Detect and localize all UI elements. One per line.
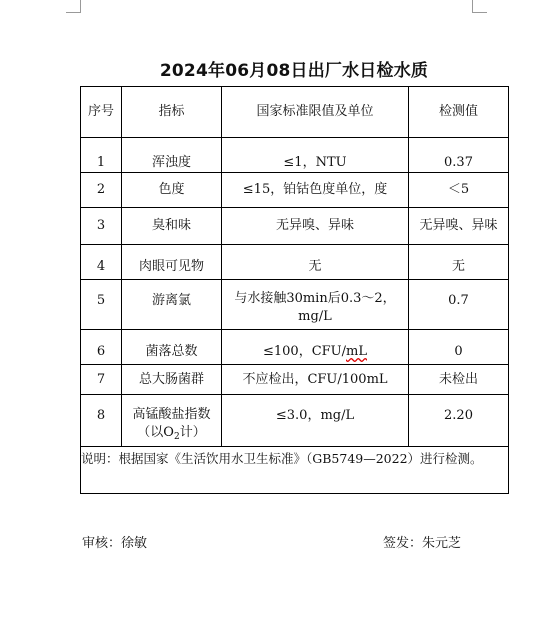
note-row bbox=[81, 447, 509, 494]
water-quality-table bbox=[80, 86, 509, 494]
row-limit: ≤3.0，mg/L bbox=[222, 395, 409, 447]
row-value: 0 bbox=[409, 330, 509, 365]
row-item: 肉眼可见物 bbox=[122, 245, 222, 280]
table-row bbox=[81, 173, 509, 208]
table-row bbox=[81, 208, 509, 245]
header-cell-value: 检测值 bbox=[409, 87, 509, 138]
row-no: 7 bbox=[81, 365, 122, 395]
header-cell-item: 指标 bbox=[122, 87, 222, 138]
row-no: 3 bbox=[81, 208, 122, 245]
row-limit: 与水接触30min后0.3～2，mg/L bbox=[222, 280, 409, 330]
header-cell-limit: 国家标准限值及单位 bbox=[222, 87, 409, 138]
table-row bbox=[81, 330, 509, 365]
row-no: 2 bbox=[81, 173, 122, 208]
row-value: 无异嗅、异味 bbox=[409, 208, 509, 245]
table-row bbox=[81, 365, 509, 395]
report-title: 2024年06月08日出厂水日检水质 bbox=[159, 61, 429, 81]
row-item: 总大肠菌群 bbox=[122, 365, 222, 395]
row-limit: 不应检出，CFU/100mL bbox=[222, 365, 409, 395]
table-row bbox=[81, 138, 509, 173]
header-cell-no: 序号 bbox=[81, 87, 122, 138]
row-item-line1: 高锰酸盐指数 bbox=[132, 407, 211, 422]
row-limit: 无 bbox=[222, 245, 409, 280]
row-no: 8 bbox=[81, 395, 122, 447]
issuer-signature: 签发：朱元芝 bbox=[383, 536, 462, 551]
row-limit: 无异嗅、异味 bbox=[222, 208, 409, 245]
row-item: 浑浊度 bbox=[122, 138, 222, 173]
row-item-line2: （以$O_2$计） bbox=[137, 425, 206, 442]
limit-unit-spellcheck: mL bbox=[346, 344, 367, 359]
row-limit: ≤15，铂钴色度单位，度 bbox=[222, 173, 409, 208]
table-header-row bbox=[81, 87, 509, 138]
row-value: 2.20 bbox=[409, 395, 509, 447]
row-item: 菌落总数 bbox=[122, 330, 222, 365]
table-row bbox=[81, 395, 509, 447]
row-no: 5 bbox=[81, 280, 122, 330]
row-item: 臭和味 bbox=[122, 208, 222, 245]
reviewer-signature: 审核：徐敏 bbox=[82, 536, 148, 551]
row-item bbox=[122, 395, 222, 447]
row-value: 无 bbox=[409, 245, 509, 280]
table-row bbox=[81, 280, 509, 330]
limit-prefix: ≤100，CFU/ bbox=[263, 344, 347, 359]
page-corner-mark-right bbox=[472, 0, 487, 13]
note-text: 说明：根据国家《生活饮用水卫生标准》（GB5749—2022）进行检测。 bbox=[81, 447, 509, 494]
row-no: 4 bbox=[81, 245, 122, 280]
row-limit: ≤1，NTU bbox=[222, 138, 409, 173]
row-no: 6 bbox=[81, 330, 122, 365]
row-item: 游离氯 bbox=[122, 280, 222, 330]
row-item: 色度 bbox=[122, 173, 222, 208]
row-value: ＜5 bbox=[409, 173, 509, 208]
row-value: 0.7 bbox=[409, 280, 509, 330]
row-limit bbox=[222, 330, 409, 365]
row-no: 1 bbox=[81, 138, 122, 173]
table-row bbox=[81, 245, 509, 280]
row-value: 0.37 bbox=[409, 138, 509, 173]
row-value: 未检出 bbox=[409, 365, 509, 395]
page-corner-mark-left bbox=[66, 0, 81, 13]
